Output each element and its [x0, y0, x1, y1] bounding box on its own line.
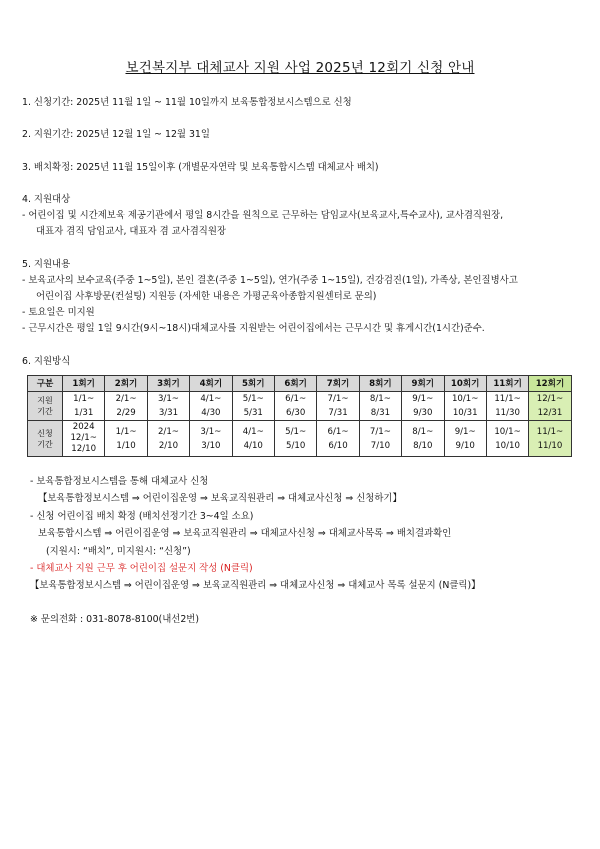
- support-cell: 8/1~ 8/31: [359, 392, 401, 421]
- apply-period: 1. 신청기간: 2025년 11월 1일 ~ 11월 10일까지 보육통합정보시스템으로 신청: [22, 97, 352, 108]
- support-cell: 11/1~ 11/30: [486, 392, 528, 421]
- header-label: 구분: [28, 376, 63, 392]
- round-header: 12회기: [529, 376, 571, 392]
- round-header: 6회기: [274, 376, 316, 392]
- round-header: 4회기: [190, 376, 232, 392]
- content-line-4: - 근무시간은 평일 1일 9시간(9시~18시)대체교사를 지원받는 어린이집에서는 근무시간 및 휴게시간(1시간)준수.: [22, 323, 485, 334]
- round-header: 9회기: [402, 376, 444, 392]
- apply-cell: 10/1~ 10/10: [486, 421, 528, 457]
- apply-cell: 8/1~ 8/10: [402, 421, 444, 457]
- contact-phone: ※ 문의전화 : 031-8078-8100(내선2번): [30, 614, 200, 625]
- placement-confirm: 3. 배치확정: 2025년 11월 15일이후 (개별문자연락 및 보육통합시스템 대체교사 배치): [22, 162, 379, 173]
- round-header: 11회기: [486, 376, 528, 392]
- note-2: 【보육통합정보시스템 ⇒ 어린이집운영 ⇒ 보육교직원관리 ⇒ 대체교사신청 ⇒ 신청하기】: [38, 493, 402, 504]
- support-cell: 4/1~ 4/30: [190, 392, 232, 421]
- target-line-1: - 어린이집 및 시간제보육 제공기관에서 평일 8시간을 원칙으로 근무하는 담임교사(보육교사,특수교사), 교사겸직원장,: [22, 210, 504, 221]
- apply-cell: 9/1~ 9/10: [444, 421, 486, 457]
- support-cell: 6/1~ 6/30: [274, 392, 316, 421]
- support-period: 2. 지원기간: 2025년 12월 1일 ~ 12월 31일: [22, 129, 210, 140]
- apply-cell: 4/1~ 4/10: [232, 421, 274, 457]
- schedule-header-row: [28, 376, 572, 392]
- support-label: 지원 기간: [28, 392, 63, 421]
- round-header: 7회기: [317, 376, 359, 392]
- apply-label: 신청 기간: [28, 421, 63, 457]
- schedule-table: [27, 375, 572, 457]
- content-line-1: - 보육교사의 보수교육(주중 1~5일), 본인 결혼(주중 1~5일), 연가(주중 1~15일), 건강검진(1일), 가족상, 본인질병사고: [22, 275, 518, 286]
- note-7: 【보육통합정보시스템 ⇒ 어린이집운영 ⇒ 보육교직원관리 ⇒ 대체교사신청 ⇒ 대체교사 목록 설문지 (N클릭)】: [30, 580, 481, 591]
- round-header: 2회기: [105, 376, 147, 392]
- apply-cell-first: 2024 12/1~ 12/10: [63, 421, 105, 457]
- round-header: 10회기: [444, 376, 486, 392]
- method-heading: 6. 지원방식: [22, 356, 71, 367]
- support-cell: 2/1~ 2/29: [105, 392, 147, 421]
- page-title: 보건복지부 대체교사 지원 사업 2025년 12회기 신청 안내: [125, 60, 475, 76]
- apply-cell: 1/1~ 1/10: [105, 421, 147, 457]
- note-1: - 보육통합정보시스템을 통해 대체교사 신청: [30, 476, 209, 487]
- round-header: 3회기: [147, 376, 189, 392]
- note-5: (지원시: “배치”, 미지원시: “신청”): [46, 546, 191, 557]
- content-line-3: - 토요일은 미지원: [22, 307, 95, 318]
- support-cell: 3/1~ 3/31: [147, 392, 189, 421]
- apply-cell: 2/1~ 2/10: [147, 421, 189, 457]
- support-period-row: [28, 392, 572, 421]
- round-header: 1회기: [63, 376, 105, 392]
- apply-cell: 6/1~ 6/10: [317, 421, 359, 457]
- support-cell: 10/1~ 10/31: [444, 392, 486, 421]
- round-header: 8회기: [359, 376, 401, 392]
- content-heading: 5. 지원내용: [22, 259, 71, 270]
- content-line-2: 어린이집 사후방문(컨설팅) 지원등 (자세한 내용은 가평군육아종합지원센터로 문의): [36, 291, 377, 302]
- support-cell: 1/1~ 1/31: [63, 392, 105, 421]
- apply-cell: 7/1~ 7/10: [359, 421, 401, 457]
- apply-cell: 5/1~ 5/10: [274, 421, 316, 457]
- support-cell: 5/1~ 5/31: [232, 392, 274, 421]
- apply-period-row: [28, 421, 572, 457]
- support-cell: 9/1~ 9/30: [402, 392, 444, 421]
- target-heading: 4. 지원대상: [22, 194, 71, 205]
- note-3: - 신청 어린이집 배치 확정 (배치선정기간 3~4일 소요): [30, 511, 254, 522]
- target-line-2: 대표자 겸직 담임교사, 대표자 겸 교사겸직원장: [36, 226, 226, 237]
- note-6-survey: - 대체교사 지원 근무 후 어린이집 설문지 작성 (N클릭): [30, 563, 253, 574]
- support-cell: 12/1~ 12/31: [529, 392, 571, 421]
- round-header: 5회기: [232, 376, 274, 392]
- apply-cell: 11/1~ 11/10: [529, 421, 571, 457]
- apply-cell: 3/1~ 3/10: [190, 421, 232, 457]
- support-cell: 7/1~ 7/31: [317, 392, 359, 421]
- note-4: 보육통합시스템 ⇒ 어린이집운영 ⇒ 보육교직원관리 ⇒ 대체교사신청 ⇒ 대체교사목록 ⇒ 배치결과확인: [38, 528, 452, 539]
